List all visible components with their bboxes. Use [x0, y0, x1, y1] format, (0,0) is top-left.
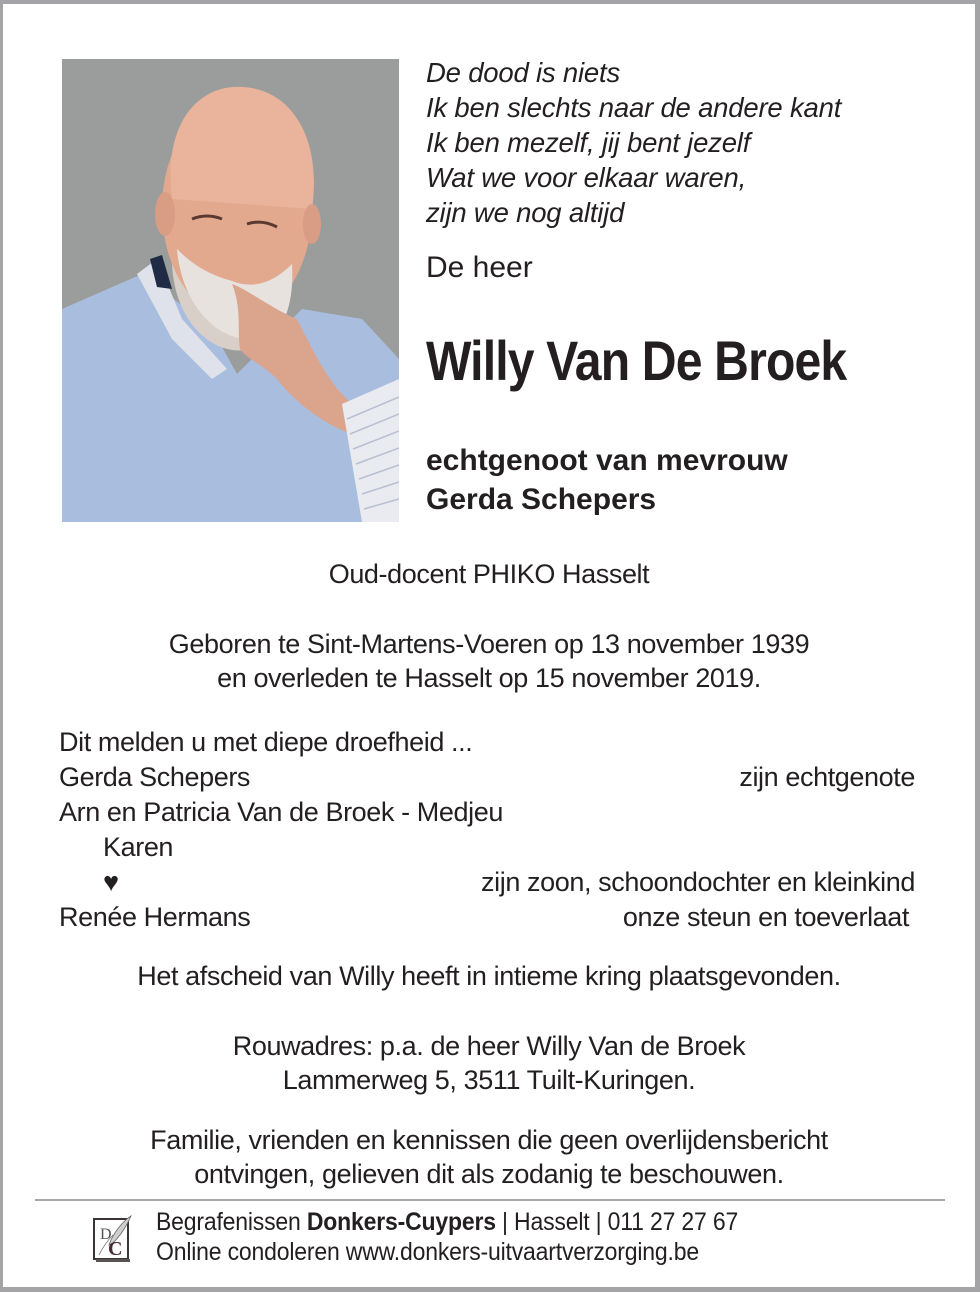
birth-line: Geboren te Sint-Martens-Voeren op 13 november 1939 [168, 629, 810, 659]
company-phone[interactable]: 011 27 27 67 [607, 1208, 739, 1236]
family-member: Renée Hermans [59, 902, 251, 932]
obituary-page [3, 4, 975, 1287]
portrait-photo [62, 59, 399, 522]
address-line-1: Rouwadres: p.a. de heer Willy Van de Broek [232, 1031, 746, 1061]
death-line: en overleden te Hasselt op 15 november 2019. [217, 663, 761, 693]
family-relation: zijn echtgenote [739, 762, 915, 792]
website-link[interactable]: www.donkers-uitvaartverzorging.be [345, 1238, 699, 1266]
spouse-line-2: Gerda Schepers [426, 483, 657, 516]
company-name: Donkers-Cuypers [306, 1208, 496, 1236]
dc-quill-logo-icon [91, 1215, 135, 1265]
birth-death [3, 627, 975, 695]
poem-line: zijn we nog altijd [426, 197, 625, 228]
family-row [59, 830, 915, 865]
family-row [59, 900, 915, 935]
title-prefix: De heer [426, 251, 533, 284]
family-row [59, 795, 915, 830]
family-member: Arn en Patricia Van de Broek - Medjeu [59, 797, 503, 827]
family-relation: zijn zoon, schoondochter en kleinkind [481, 867, 915, 897]
family-list [59, 725, 915, 935]
company-city: Hasselt [514, 1208, 590, 1236]
family-member: Gerda Schepers [59, 762, 251, 792]
spouse-line-1: echtgenoot van mevrouw [426, 444, 788, 477]
notice-line-1: Familie, vrienden en kennissen die geen overlijdensbericht [150, 1125, 828, 1155]
footer-line-2: Online condoleren www.donkers-uitvaartverzorging.be [156, 1238, 699, 1266]
spouse-info [426, 441, 788, 519]
family-relation: onze steun en toeverlaat [622, 902, 909, 932]
svg-text:C: C [108, 1238, 123, 1260]
poem-line: Ik ben slechts naar de andere kant [426, 92, 842, 123]
deceased-name: Willy Van De Broek [426, 329, 847, 392]
family-row [59, 865, 915, 900]
footer-text [156, 1207, 738, 1267]
poem-line: De dood is niets [426, 57, 620, 88]
svg-text:D: D [100, 1226, 112, 1243]
address-line-2: Lammerweg 5, 3511 Tuilt-Kuringen. [282, 1065, 696, 1095]
notice-text [3, 1123, 975, 1191]
heart-icon: ♥ [103, 867, 119, 897]
mourning-address [3, 1029, 975, 1097]
farewell-note: Het afscheid van Willy heeft in intieme kring plaatsgevonden. [137, 961, 841, 991]
poem-line: Ik ben mezelf, jij bent jezelf [426, 127, 751, 158]
family-member: Karen [103, 832, 174, 862]
notice-line-2: ontvingen, gelieven dit als zodanig te beschouwen. [194, 1159, 784, 1189]
family-row [59, 760, 915, 795]
poem [426, 55, 841, 230]
occupation: Oud-docent PHIKO Hasselt [328, 559, 650, 589]
family-intro: Dit melden u met diepe droefheid ... [59, 727, 473, 757]
portrait-image [62, 59, 399, 522]
footer-line-1: Begrafenissen Donkers-Cuypers | Hasselt | 011 27 27 67 [156, 1208, 739, 1236]
footer-divider [35, 1199, 945, 1201]
poem-line: Wat we voor elkaar waren, [426, 162, 747, 193]
